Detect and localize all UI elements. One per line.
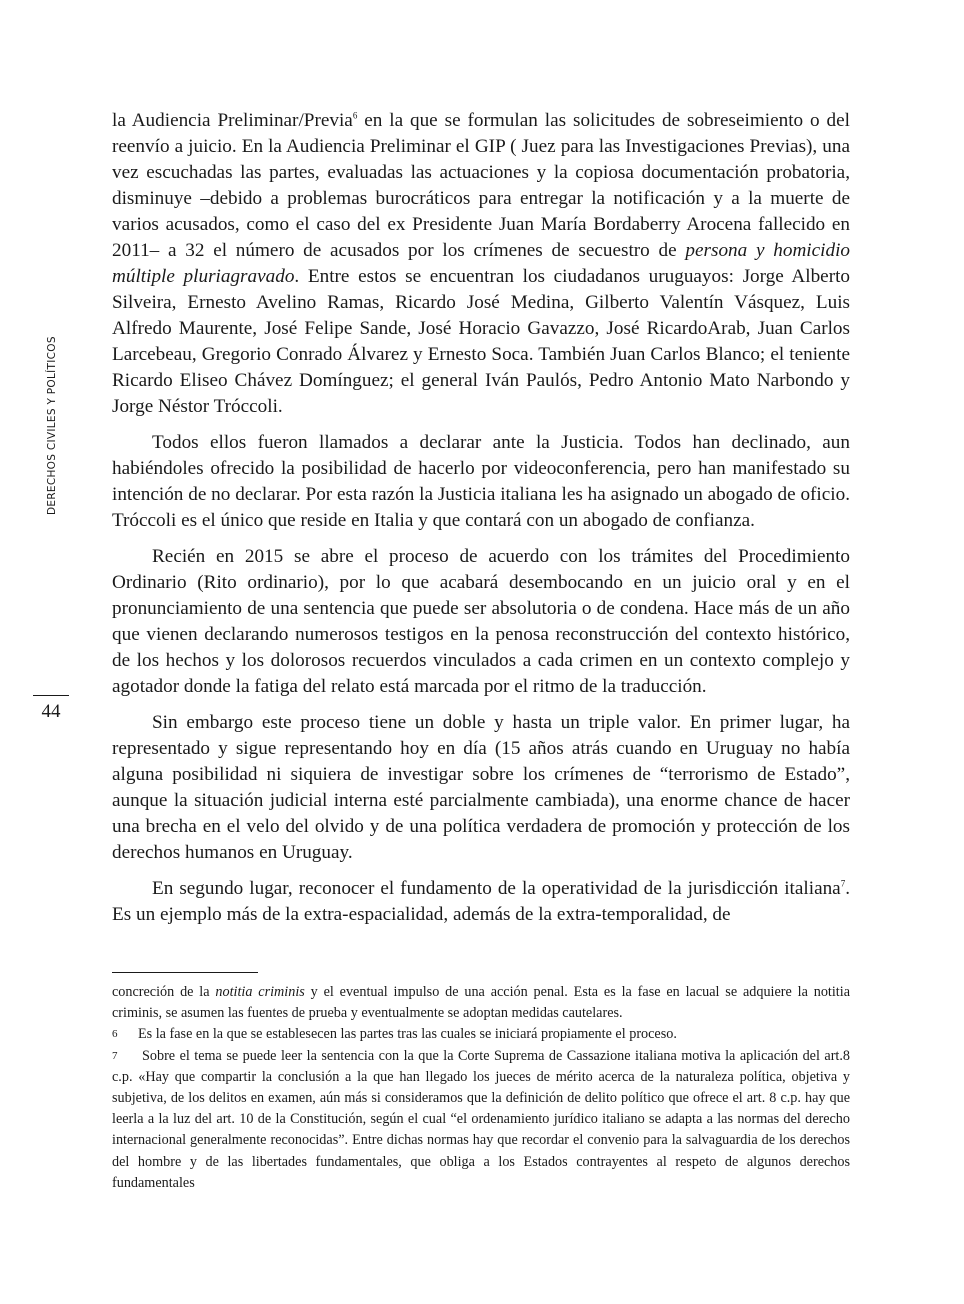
footnote-ref-6: 6 <box>352 110 358 121</box>
emphasis-text: persona y homicidio múltiple pluriagravado <box>112 240 850 287</box>
footnote-7: 7 Sobre el tema se puede leer la sentencia con la que la Corte Suprema de Cassazione italiana motiva la aplicación del art.8 c.p. «Hay que compartir la conclusión a la que han llegado los jueces de mérito acerca de la naturaleza política, objetiva y subjetiva, de los delitos en examen, aún más si consideramos que la definición de delito político que ofrece el art. 8 c.p. hay que leerla a la luz del art. 10 de la Constitución, según el cual “el ordenamiento jurídico italiano se adapta a las normas del derecho internacional generalmente reconocidas”. Entre dichas normas hay que recordar el convenio para la salvaguardia de los derechos del hombre y de las libertades fundamentales, que obliga a los Estados contrayentes al respeto de algunos derechos fundamentales <box>112 1047 850 1191</box>
paragraph-4: Sin embargo este proceso tiene un doble y hasta un triple valor. En primer lugar, ha representado y sigue representando hoy en día (15 años atrás cuando en Uruguay no había alguna posibilidad ni siquiera de investigar sobre los crímenes de “terrorismo de Estado”, aunque la situación judicial interna esté parcialmente cambiada), una enorme chance de hacer una brecha en el velo del olvido y de una política verdadera de promoción y protección de los derechos humanos en Uruguay. <box>112 712 850 863</box>
footnote-number: 6 <box>112 1028 118 1041</box>
footnote-ref-7: 7 <box>840 878 846 889</box>
footnote-separator <box>112 972 258 973</box>
paragraph-2: Todos ellos fueron llamados a declarar ante la Justicia. Todos han declinado, aun habiéndoles ofrecido la posibilidad de hacerlo por videoconferencia, pero han manifestado su intención de no declarar. Por esta razón la Justicia italiana les ha asignado un abogado de oficio. Tróccoli es el único que reside en Italia y que contará con un abogado de confianza. <box>112 432 850 531</box>
footnote-continuation: concreción de la notitia criminis y el eventual impulso de una acción penal. Esta es la fase en lacual se adquiere la notitia criminis, se asumen las fuentes de prueba y eventualmente se adoptan medidas cautelares. <box>112 984 850 1022</box>
paragraph-5: En segundo lugar, reconocer el fundamento de la operatividad de la jurisdicción italiana$^7$. Es un ejemplo más de la extra-espacialidad, además de la extra-temporalidad, de <box>112 878 850 925</box>
footnotes <box>112 982 850 1194</box>
paragraph-1: la Audiencia Preliminar/Previa$^6$ en la que se formulan las solicitudes de sobreseimiento o del reenvío a juicio. En la Audiencia Preliminar el GIP ( Juez para las Investigaciones Previas), una vez escuchadas las partes, evaluadas las actuaciones y la copiosa documentación probatoria, disminuye –debido a problemas burocráticos para entregar la notificación y a la muerte de varios acusados, como el caso del ex Presidente Juan María Bordaberry Arocena fallecido en 2011– a 32 el número de acusados por los crímenes de secuestro de persona y homicidio múltiple pluriagravado. Entre estos se encuentran los ciudadanos uruguayos: Jorge Alberto Silveira, Ernesto Avelino Ramas, Ricardo José Medina, Gilberto Valentín Vásquez, Luis Alfredo Maurente, José Felipe Sande, José Horacio Gavazzo, José RicardoArab, Juan Carlos Larcebeau, Gregorio Conrado Álvarez y Ernesto Soca. También Juan Carlos Blanco; el teniente Ricardo Eliseo Chávez Domínguez; el general Iván Paulós, Pedro Antonio Mato Narbondo y Jorge Néstor Tróccoli. <box>112 110 851 417</box>
page-number: 44 <box>41 701 61 722</box>
footnote-6: 6 Es la fase en la que se establesecen las partes tras las cuales se iniciará propiamente el proceso. <box>112 1024 850 1045</box>
body-text <box>112 108 850 938</box>
footnote-number: 7 <box>112 1049 118 1062</box>
page-number-rule <box>33 695 69 696</box>
running-section-title: DERECHOS CIVILES Y POLÍTICOS <box>46 336 58 515</box>
paragraph-3: Recién en 2015 se abre el proceso de acuerdo con los trámites del Procedimiento Ordinario (Rito ordinario), por lo que acabará desembocando en un juicio oral y en el pronunciamiento de una sentencia que puede ser absolutoria o de condena. Hace más de un año que vienen declarando numerosos testigos en la penosa reconstrucción del contexto histórico, de los hechos y los dolorosos recuerdos vinculados a cada crimen en un contexto complejo y agotador donde la fatiga del relato está marcada por el ritmo de la traducción. <box>112 546 850 697</box>
